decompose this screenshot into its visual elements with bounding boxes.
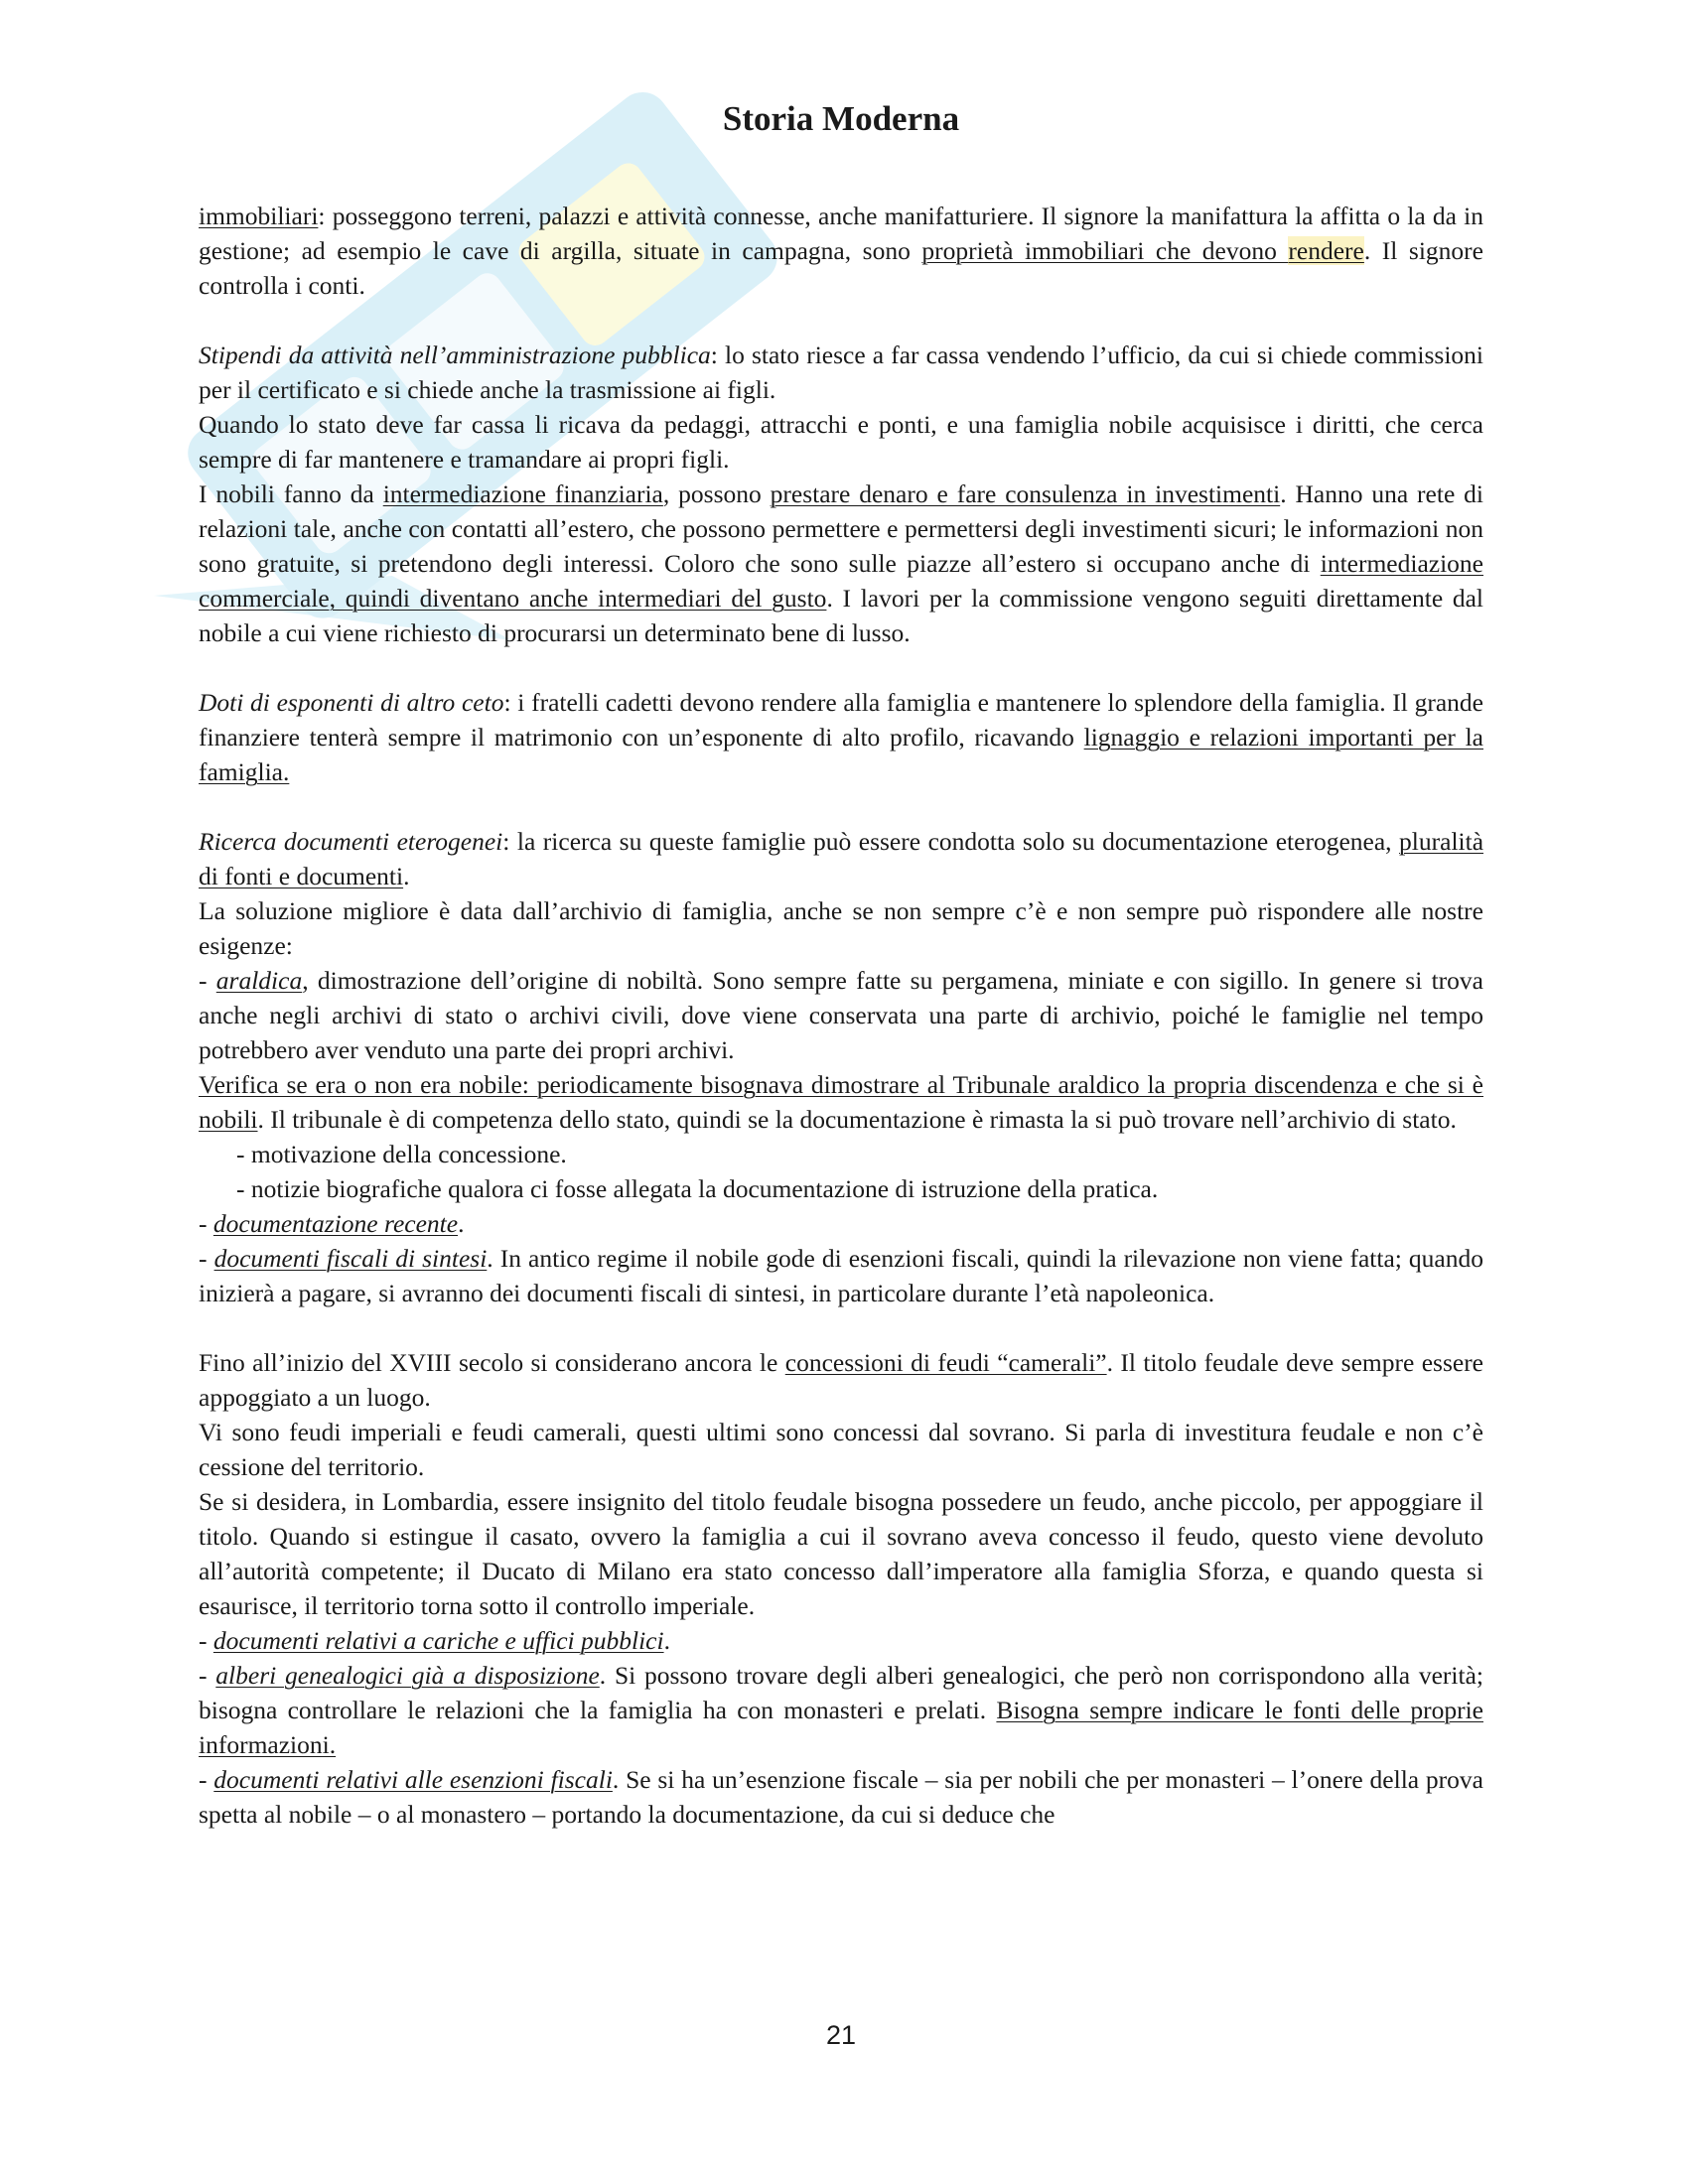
text-run: . [403, 862, 410, 890]
list-item [199, 1762, 1483, 1832]
italic-term: Ricerca documenti eterogenei [199, 827, 503, 856]
underlined-text: immobiliari [199, 202, 319, 230]
text-run: - [199, 1765, 214, 1794]
document-body [199, 199, 1483, 1832]
text-run: . [458, 1209, 465, 1238]
italic-underlined-term: documentazione recente [212, 1209, 459, 1238]
list-item [199, 1206, 1483, 1241]
text-run: I nobili fanno da [199, 479, 383, 508]
list-item [199, 1623, 1483, 1658]
text-run: - [199, 1626, 213, 1655]
text-run: . Il tribunale è di competenza dello stato, quindi se la documentazione è rimasta la si può trovare nell’archivio di stato. [257, 1105, 1457, 1134]
underlined-text: lignaggio e relazioni importanti per la famiglia. [199, 723, 1483, 786]
text-run: , dimostrazione dell’origine di nobiltà. Sono sempre fatte su pergamena, miniate e con sigillo. In genere si trova anche negli archivi di stato o archivi civili, dove viene conservata una parte di archivio, poiché le famiglie nel tempo potrebbero aver venduto una parte dei propri archivi. [199, 966, 1483, 1064]
italic-term: Stipendi da attività nell’amministrazione pubblica [199, 341, 711, 369]
underlined-text: pluralità di fonti e documenti [199, 827, 1484, 890]
text-run: . Hanno una rete di relazioni tale, anche con contatti all’estero, che possono permettere e permettersi degli investimenti sicuri; le informazioni non sono gratuite, si pretendono degli interessi. Coloro che sono sulle piazze all’estero si occupano anche di [199, 479, 1483, 578]
italic-term: Doti di esponenti di altro ceto [199, 688, 504, 717]
paragraph: Vi sono feudi imperiali e feudi camerali, questi ultimi sono concessi dal sovrano. Si parla di investitura feudale e non c’è cessione del territorio. [199, 1418, 1483, 1481]
underlined-text: Verifica se era o non era nobile: periodicamente bisognava dimostrare al Tribunale araldico la propria discendenza e che si è nobili [199, 1070, 1483, 1134]
sub-list-item: - motivazione della concessione. [236, 1140, 567, 1168]
paragraph [199, 685, 1483, 789]
text-run: - [199, 1661, 216, 1690]
paragraph [199, 1067, 1483, 1137]
underlined-text: prestare denaro e fare consulenza in investimenti [770, 479, 1281, 508]
underlined-text: proprietà immobiliari che devono [921, 236, 1289, 265]
italic-underlined-term: alberi genealogici già a disposizione [215, 1661, 600, 1690]
list-item [199, 1658, 1483, 1762]
text-run: . Se si ha un’esenzione fiscale – sia per nobili che per monasteri – l’onere della prova spetta al nobile – o al monastero – portando la documentazione, da cui si deduce che [199, 1765, 1483, 1829]
underlined-text: intermediazione finanziaria [382, 479, 663, 508]
text-run: . I lavori per la commissione vengono seguiti direttamente dal nobile a cui viene richiesto di procurarsi un determinato bene di lusso. [199, 584, 1483, 647]
text-run: . In antico regime il nobile gode di esenzioni fiscali, quindi la rilevazione non viene fatta; quando inizierà a pagare, si avranno dei documenti fiscali di sintesi, in particolare durante l’età napoleonica. [199, 1244, 1483, 1307]
page [199, 0, 1483, 2184]
text-run: : posseggono terreni, palazzi e attività connesse, anche manifatturiere. Il signore la manifattura la affitta o la da in gestione; ad esempio le cave di argilla, situate in campagna, sono [199, 202, 1483, 265]
paragraph [199, 477, 1483, 650]
underlined-text: Bisogna sempre indicare le fonti delle proprie informazioni. [199, 1696, 1483, 1759]
underlined-text: intermediazione commerciale, quindi diventano anche intermediari del gusto [199, 549, 1483, 613]
paragraph [199, 824, 1483, 893]
highlighted-text: rendere [1288, 236, 1364, 265]
sub-list-item: - notizie biografiche qualora ci fosse allegata la documentazione di istruzione della pratica. [236, 1174, 1159, 1203]
italic-underlined-term: araldica [215, 966, 303, 995]
page-number: 21 [825, 2020, 857, 2050]
text-run: : i fratelli cadetti devono rendere alla famiglia e mantenere lo splendore della famiglia. Il grande finanziere tenterà sempre il matrimonio con un’esponente di alto profilo, ricavando [199, 688, 1483, 751]
text-run: . [663, 1626, 670, 1655]
list-item [199, 963, 1483, 1067]
italic-underlined-term: documenti fiscali di sintesi [213, 1244, 488, 1273]
text-run: - [199, 1209, 213, 1238]
paragraph [199, 338, 1483, 407]
text-run: Fino all’inizio del XVIII secolo si considerano ancora le [199, 1348, 785, 1377]
page-title: Storia Moderna [722, 99, 960, 138]
text-run: - [199, 966, 216, 995]
paragraph [199, 199, 1483, 303]
paragraph [199, 1345, 1483, 1415]
paragraph: Se si desidera, in Lombardia, essere insignito del titolo feudale bisogna possedere un feudo, anche piccolo, per appoggiare il titolo. Quando si estingue il casato, ovvero la famiglia a cui il sovrano aveva concesso il feudo, questo viene devoluto all’autorità competente; il Ducato di Milano era stato concesso dall’imperatore alla famiglia Sforza, e quando questa si esaurisce, il territorio torna sotto il controllo imperiale. [199, 1487, 1483, 1620]
text-run: : lo stato riesce a far cassa vendendo l’ufficio, da cui si chiede commissioni per il certificato e si chiede anche la trasmissione ai figli. [199, 341, 1483, 404]
text-run: : la ricerca su queste famiglie può essere condotta solo su documentazione eterogenea, [502, 827, 1400, 856]
text-run: . Si possono trovare degli alberi genealogici, che però non corrispondono alla verità; bisogna controllare le relazioni che la famiglia ha con monasteri e prelati. [199, 1661, 1483, 1724]
text-run: , possono [662, 479, 771, 508]
text-run: - [199, 1244, 214, 1273]
paragraph: Quando lo stato deve far cassa li ricava da pedaggi, attracchi e ponti, e una famiglia nobile acquisisce i diritti, che cerca sempre di far mantenere e tramandare ai propri figli. [199, 410, 1483, 474]
text-run: . Il titolo feudale deve sempre essere appoggiato a un luogo. [199, 1348, 1484, 1412]
list-item [199, 1241, 1483, 1310]
italic-underlined-term: documenti relativi alle esenzioni fiscali [213, 1765, 613, 1794]
text-run: . Il signore controlla i conti. [199, 236, 1483, 300]
italic-underlined-term: documenti relativi a cariche e uffici pubblici [212, 1626, 664, 1655]
underlined-text: concessioni di feudi “camerali” [784, 1348, 1107, 1377]
paragraph: La soluzione migliore è data dall’archivio di famiglia, anche se non sempre c’è e non sempre può rispondere alle nostre esigenze: [199, 896, 1483, 960]
